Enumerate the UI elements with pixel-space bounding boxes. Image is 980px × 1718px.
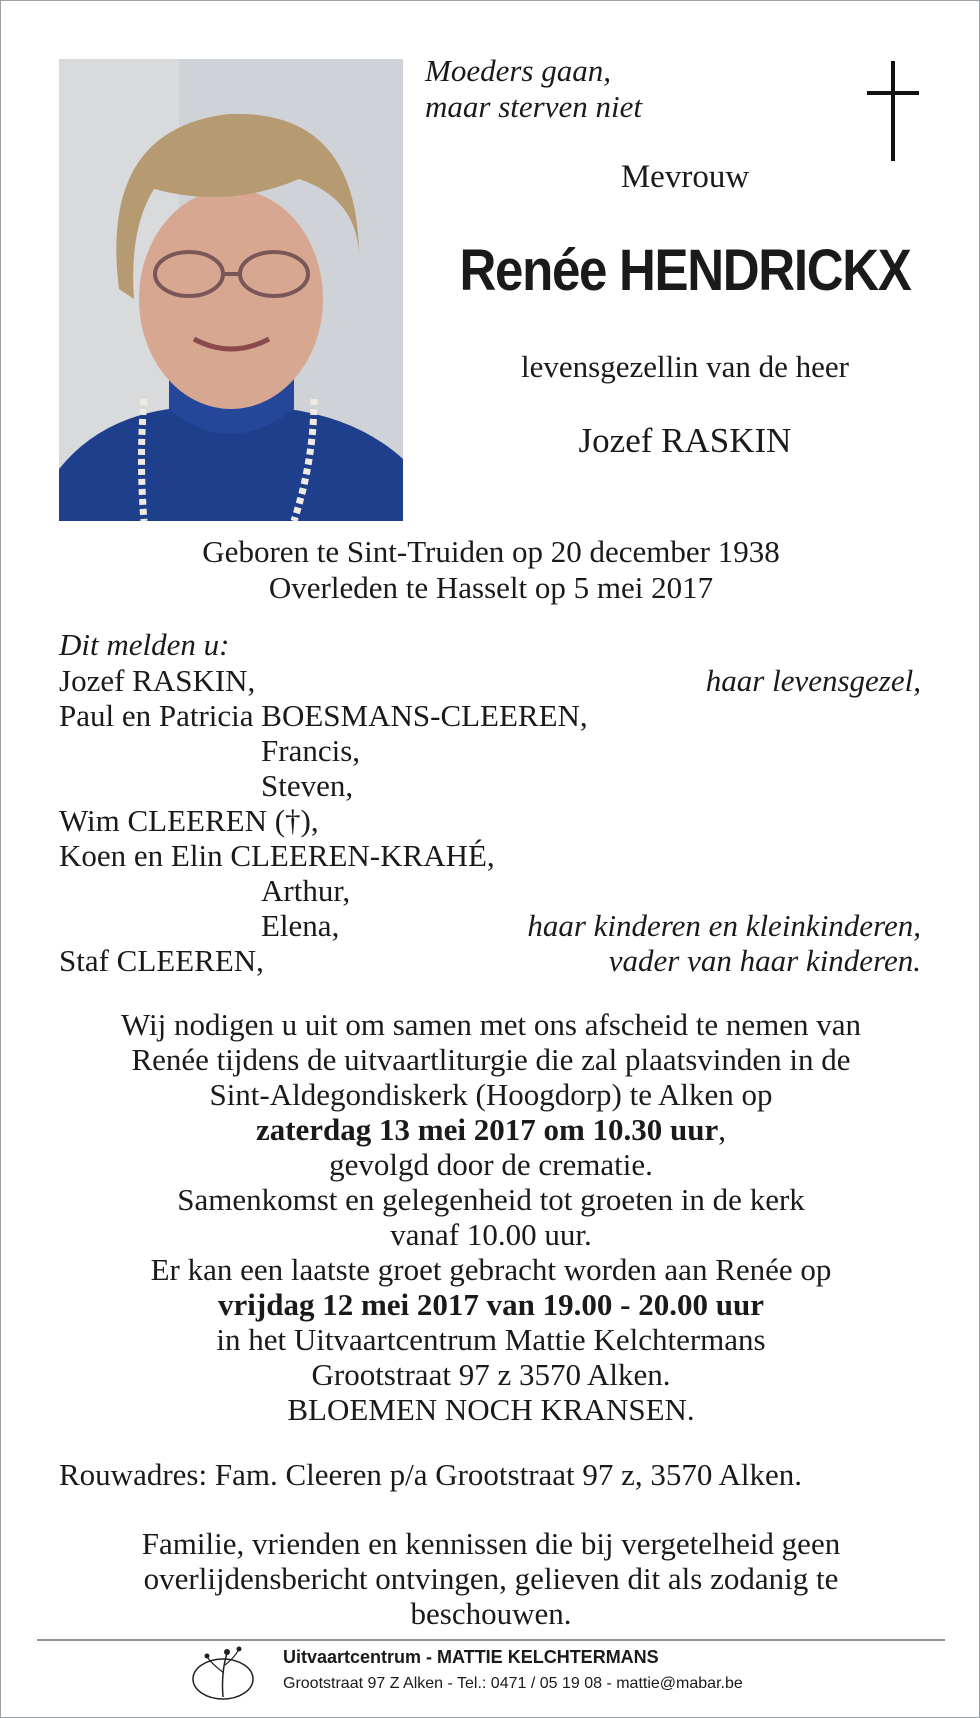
partner-name: Jozef RASKIN (578, 421, 792, 460)
announce-heading: Dit melden u: (59, 627, 230, 662)
mourner-row (59, 663, 921, 698)
invitation (31, 1007, 951, 1427)
mourner-row (59, 943, 921, 978)
cross-icon (863, 61, 923, 161)
birth-line: Geboren te Sint-Truiden op 20 december 1938 (202, 534, 780, 569)
mourner-name: Jozef RASKIN, (59, 663, 256, 698)
mourner-row (59, 908, 921, 943)
invite-date-line: zaterdag 13 mei 2017 om 10.30 uur, (255, 1112, 727, 1147)
notice-line: beschouwen. (410, 1596, 572, 1631)
mourner-row (59, 733, 921, 768)
invite-line: BLOEMEN NOCH KRANSEN. (287, 1392, 695, 1427)
motto (425, 53, 642, 125)
invite-line: Grootstraat 97 z 3570 Alken. (311, 1357, 671, 1392)
farewell-date: vrijdag 12 mei 2017 van 19.00 - 20.00 uur (218, 1287, 764, 1322)
mourner-row (59, 838, 921, 873)
invite-line: Wij nodigen u uit om samen met ons afscheid te nemen van (121, 1007, 861, 1042)
funeral-home-name: Uitvaartcentrum - MATTIE KELCHTERMANS (283, 1647, 659, 1667)
mourner-name: Steven, (261, 768, 354, 803)
invite-line: Er kan een laatste groet gebracht worden aan Renée op (150, 1252, 832, 1287)
invite-line: Renée tijdens de uitvaartliturgie die zal plaatsvinden in de (131, 1042, 851, 1077)
mourner-name: Francis, (261, 733, 361, 768)
mourner-name: Koen en Elin CLEEREN-KRAHÉ, (59, 838, 495, 873)
relation-text: levensgezellin van de heer (521, 349, 849, 384)
salutation: Mevrouw (620, 159, 750, 195)
notice (41, 1526, 941, 1631)
life-dates (31, 534, 951, 606)
invite-line: gevolgd door de crematie. (329, 1147, 653, 1182)
notice-line: Familie, vrienden en kennissen die bij vergetelheid geen (141, 1526, 841, 1561)
mourner-row (59, 803, 921, 838)
mourner-name: Staf CLEEREN, (59, 943, 264, 978)
invite-line: Sint-Aldegondiskerk (Hoogdorp) te Alken op (209, 1077, 773, 1112)
death-line: Overleden te Hasselt op 5 mei 2017 (268, 570, 714, 605)
motto-line: maar sterven niet (425, 89, 642, 124)
funeral-home-logo-icon (187, 1643, 257, 1703)
mourner-name: Paul en Patricia BOESMANS-CLEEREN, (59, 698, 588, 733)
mourner-name: Wim CLEEREN (†), (59, 803, 319, 838)
mourners-list (59, 663, 921, 978)
motto-line: Moeders gaan, (425, 53, 611, 88)
mourner-role: haar kinderen en kleinkinderen, (527, 908, 921, 943)
mourner-role: haar levensgezel, (705, 663, 921, 698)
deceased-name: Renée HENDRICKX (459, 238, 911, 303)
mourner-name: Arthur, (261, 873, 351, 908)
funeral-date: zaterdag 13 mei 2017 om 10.30 uur (255, 1112, 719, 1147)
mourner-row (59, 873, 921, 908)
mourning-address: Rouwadres: Fam. Cleeren p/a Grootstraat 97 z, 3570 Alken. (59, 1457, 802, 1492)
funeral-home-contact: Grootstraat 97 Z Alken - Tel.: 0471 / 05 19 08 - mattie@mabar.be (283, 1675, 743, 1692)
mourner-row (59, 698, 921, 733)
invite-line: in het Uitvaartcentrum Mattie Kelchtermans (216, 1322, 766, 1357)
invite-line: Samenkomst en gelegenheid tot groeten in de kerk (177, 1182, 805, 1217)
mourner-name: Elena, (261, 908, 340, 943)
notice-line: overlijdensbericht ontvingen, gelieven dit als zodanig te (143, 1561, 839, 1596)
mourner-role: vader van haar kinderen. (608, 943, 921, 978)
portrait-photo (59, 59, 403, 521)
footer-divider (37, 1639, 945, 1641)
mourner-row (59, 768, 921, 803)
invite-line: vanaf 10.00 uur. (390, 1217, 592, 1252)
